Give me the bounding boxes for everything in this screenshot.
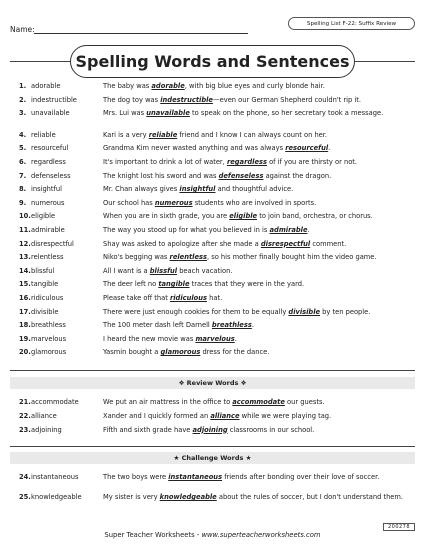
- sentence-start: Please take off that: [103, 294, 170, 302]
- word-number: 19.: [19, 334, 31, 343]
- sentence-start: We put an air mattress in the office to: [103, 398, 233, 406]
- spelling-word: regardless: [31, 158, 66, 166]
- word-number: 23.: [19, 425, 31, 434]
- sentence-end: traces that they were in the yard.: [189, 280, 305, 289]
- word-number: 17.: [19, 307, 31, 316]
- sentence-end: friends after bonding over their love of soccer.: [222, 473, 380, 481]
- highlighted-word: eligible: [229, 212, 258, 221]
- sentence-end: students who are involved in sports.: [192, 198, 317, 207]
- sentence-end: , so his mother finally bought him the video game.: [206, 253, 377, 262]
- highlighted-word: blissful: [149, 266, 178, 275]
- highlighted-word: divisible: [288, 307, 321, 316]
- challenge-header: ★ Challenge Words ★: [10, 452, 415, 464]
- sentence-start: The two boys were: [103, 473, 169, 481]
- example-sentence: [103, 172, 423, 180]
- sentence-start: When you are in sixth grade, you are: [103, 212, 230, 221]
- sentence-end: and thoughtful advice.: [215, 185, 294, 194]
- highlighted-word: instantaneous: [168, 473, 223, 481]
- word-number: 4.: [19, 130, 27, 139]
- sentence-start: The dog toy was: [103, 95, 161, 104]
- example-sentence: [103, 253, 423, 261]
- spelling-word: admirable: [31, 226, 65, 234]
- page-title: Spelling Words and Sentences: [70, 45, 355, 78]
- sentence-end: while we were playing tag.: [239, 411, 332, 420]
- example-sentence: [103, 267, 423, 275]
- spelling-word: ridiculous: [31, 294, 64, 302]
- example-sentence: [103, 158, 423, 166]
- sentence-start: All I want is a: [103, 266, 150, 275]
- spelling-word: blissful: [31, 266, 55, 275]
- review-rule: [10, 370, 415, 371]
- spelling-word: indestructible: [31, 95, 77, 104]
- example-sentence: [103, 398, 423, 406]
- sentence-end: beach vacation.: [177, 266, 233, 275]
- sentence-start: Fifth and sixth grade have: [103, 425, 193, 434]
- highlighted-word: unavailable: [146, 109, 190, 118]
- sentence-start: The knight lost his sword and was: [103, 171, 219, 180]
- highlighted-word: knowledgeable: [159, 493, 217, 501]
- word-number: 10.: [19, 212, 31, 221]
- spelling-word: adjoining: [31, 425, 62, 434]
- highlighted-word: marvelous: [195, 334, 235, 343]
- spelling-word: divisible: [31, 307, 59, 316]
- highlighted-word: resourceful: [285, 144, 329, 153]
- word-number: 14.: [19, 266, 31, 275]
- highlighted-word: relentless: [169, 253, 207, 262]
- spelling-word: defenseless: [31, 171, 71, 180]
- word-number: 9.: [19, 198, 27, 207]
- spelling-word: adorable: [31, 82, 61, 90]
- sentence-end: —even our German Shepherd couldn't rip it.: [212, 95, 362, 104]
- example-sentence: [103, 308, 423, 316]
- sentence-end: hat.: [206, 294, 223, 302]
- sentence-end: .: [234, 334, 237, 343]
- word-number: 6.: [19, 158, 27, 166]
- highlighted-word: accommodate: [232, 398, 285, 406]
- spelling-word: knowledgeable: [31, 493, 82, 501]
- word-number: 20.: [19, 348, 31, 357]
- highlighted-word: defenseless: [218, 171, 264, 180]
- spelling-word: relentless: [31, 253, 64, 262]
- sentence-start: The way you stood up for what you believed in is: [103, 226, 270, 234]
- highlighted-word: numerous: [154, 198, 193, 207]
- spelling-word: unavailable: [31, 109, 70, 118]
- highlighted-word: regardless: [226, 158, 267, 166]
- example-sentence: [103, 473, 423, 481]
- challenge-rule: [10, 446, 415, 447]
- sentence-end: by ten people.: [320, 307, 371, 316]
- name-label: Name:: [10, 25, 35, 34]
- sentence-end: comment.: [310, 239, 347, 248]
- highlighted-word: breathless: [211, 321, 252, 330]
- sentence-end: of if you are thirsty or not.: [266, 158, 358, 166]
- word-number: 21.: [19, 398, 31, 406]
- highlighted-word: indestructible: [160, 95, 213, 104]
- sentence-end: dress for the dance.: [200, 348, 270, 357]
- sentence-start: The baby was: [103, 82, 152, 90]
- example-sentence: [103, 240, 423, 248]
- word-number: 25.: [19, 493, 31, 501]
- spelling-word: disrespectful: [31, 239, 74, 248]
- sentence-end: about the rules of soccer, but I don't understand them.: [216, 493, 404, 501]
- example-sentence: [103, 212, 423, 220]
- word-number: 2.: [19, 95, 27, 104]
- word-number: 1.: [19, 82, 27, 90]
- example-sentence: [103, 335, 423, 343]
- highlighted-word: admirable: [269, 226, 308, 234]
- sentence-start: The deer left no: [103, 280, 159, 289]
- sentence-end: to speak on the phone, so her secretary took a message.: [189, 109, 384, 118]
- spelling-word: numerous: [31, 198, 65, 207]
- word-number: 8.: [19, 185, 27, 194]
- word-number: 24.: [19, 473, 31, 481]
- spelling-list: [19, 82, 419, 372]
- example-sentence: [103, 426, 423, 434]
- example-sentence: [103, 348, 423, 356]
- highlighted-word: tangible: [158, 280, 190, 289]
- sentence-start: Our school has: [103, 198, 155, 207]
- spelling-word: resourceful: [31, 144, 69, 153]
- word-number: 15.: [19, 280, 31, 289]
- example-sentence: [103, 226, 423, 234]
- name-line: [34, 33, 248, 34]
- example-sentence: [103, 96, 423, 104]
- example-sentence: [103, 185, 423, 193]
- example-sentence: [103, 412, 423, 420]
- sentence-end: classrooms in our school.: [227, 425, 315, 434]
- review-list: [19, 398, 419, 438]
- sentence-end: .: [251, 321, 254, 330]
- spelling-word: instantaneous: [31, 473, 79, 481]
- footer-site: www.superteacherworksheets.com: [201, 531, 321, 539]
- sentence-start: Xander and I quickly formed an: [103, 411, 211, 420]
- spelling-word: alliance: [31, 411, 57, 420]
- list-badge: Spelling List F-22: Suffix Review: [288, 17, 415, 30]
- sentence-end: .: [307, 226, 310, 234]
- sentence-end: against the dragon.: [263, 171, 332, 180]
- sentence-start: There were just enough cookies for them to be equally: [103, 307, 289, 316]
- word-number: 5.: [19, 144, 27, 153]
- example-sentence: [103, 294, 423, 302]
- word-number: 22.: [19, 411, 31, 420]
- sentence-end: , with big blue eyes and curly blonde hair.: [184, 82, 325, 90]
- spelling-word: insightful: [31, 185, 62, 194]
- word-number: 11.: [19, 226, 31, 234]
- sentence-end: our guests.: [284, 398, 325, 406]
- sentence-start: Mr. Chan always gives: [103, 185, 180, 194]
- spelling-word: marvelous: [31, 334, 67, 343]
- word-number: 16.: [19, 294, 31, 302]
- word-number: 12.: [19, 239, 31, 248]
- example-sentence: [103, 144, 423, 152]
- highlighted-word: ridiculous: [169, 294, 207, 302]
- highlighted-word: glamorous: [160, 348, 201, 357]
- sentence-start: My sister is very: [103, 493, 160, 501]
- worksheet-code: 200278: [383, 523, 415, 531]
- spelling-word: eligible: [31, 212, 56, 221]
- sentence-end: .: [328, 144, 331, 153]
- word-number: 3.: [19, 109, 27, 118]
- highlighted-word: adjoining: [192, 425, 228, 434]
- sentence-start: Mrs. Lui was: [103, 109, 147, 118]
- word-number: 7.: [19, 171, 27, 180]
- example-sentence: [103, 131, 423, 139]
- example-sentence: [103, 199, 423, 207]
- sentence-start: Niko's begging was: [103, 253, 170, 262]
- sentence-start: Grandma Kim never wasted anything and was always: [103, 144, 286, 153]
- word-number: 18.: [19, 321, 31, 330]
- highlighted-word: reliable: [148, 130, 178, 139]
- sentence-start: Kari is a very: [103, 130, 149, 139]
- spelling-word: accommodate: [31, 398, 79, 406]
- highlighted-word: adorable: [151, 82, 185, 90]
- word-number: 13.: [19, 253, 31, 262]
- sentence-start: It's important to drink a lot of water,: [103, 158, 227, 166]
- review-header: ❖ Review Words ❖: [10, 377, 415, 389]
- example-sentence: [103, 82, 423, 90]
- footer-prefix: Super Teacher Worksheets -: [104, 531, 202, 539]
- example-sentence: [103, 321, 423, 329]
- sentence-start: The 100 meter dash left Darnell: [103, 321, 212, 330]
- spelling-word: glamorous: [31, 348, 67, 357]
- example-sentence: [103, 109, 423, 117]
- footer: [0, 531, 425, 539]
- sentence-end: friend and I know I can always count on her.: [177, 130, 328, 139]
- example-sentence: [103, 280, 423, 288]
- sentence-start: Yasmin bought a: [103, 348, 161, 357]
- highlighted-word: alliance: [210, 411, 240, 420]
- challenge-list: [19, 473, 419, 517]
- spelling-word: reliable: [31, 130, 56, 139]
- sentence-start: I heard the new movie was: [103, 334, 196, 343]
- example-sentence: [103, 493, 423, 501]
- sentence-start: Shay was asked to apologize after she made a: [103, 239, 261, 248]
- highlighted-word: insightful: [179, 185, 216, 194]
- spelling-word: tangible: [31, 280, 59, 289]
- highlighted-word: disrespectful: [260, 239, 311, 248]
- spelling-word: breathless: [31, 321, 66, 330]
- sentence-end: to join band, orchestra, or chorus.: [257, 212, 373, 221]
